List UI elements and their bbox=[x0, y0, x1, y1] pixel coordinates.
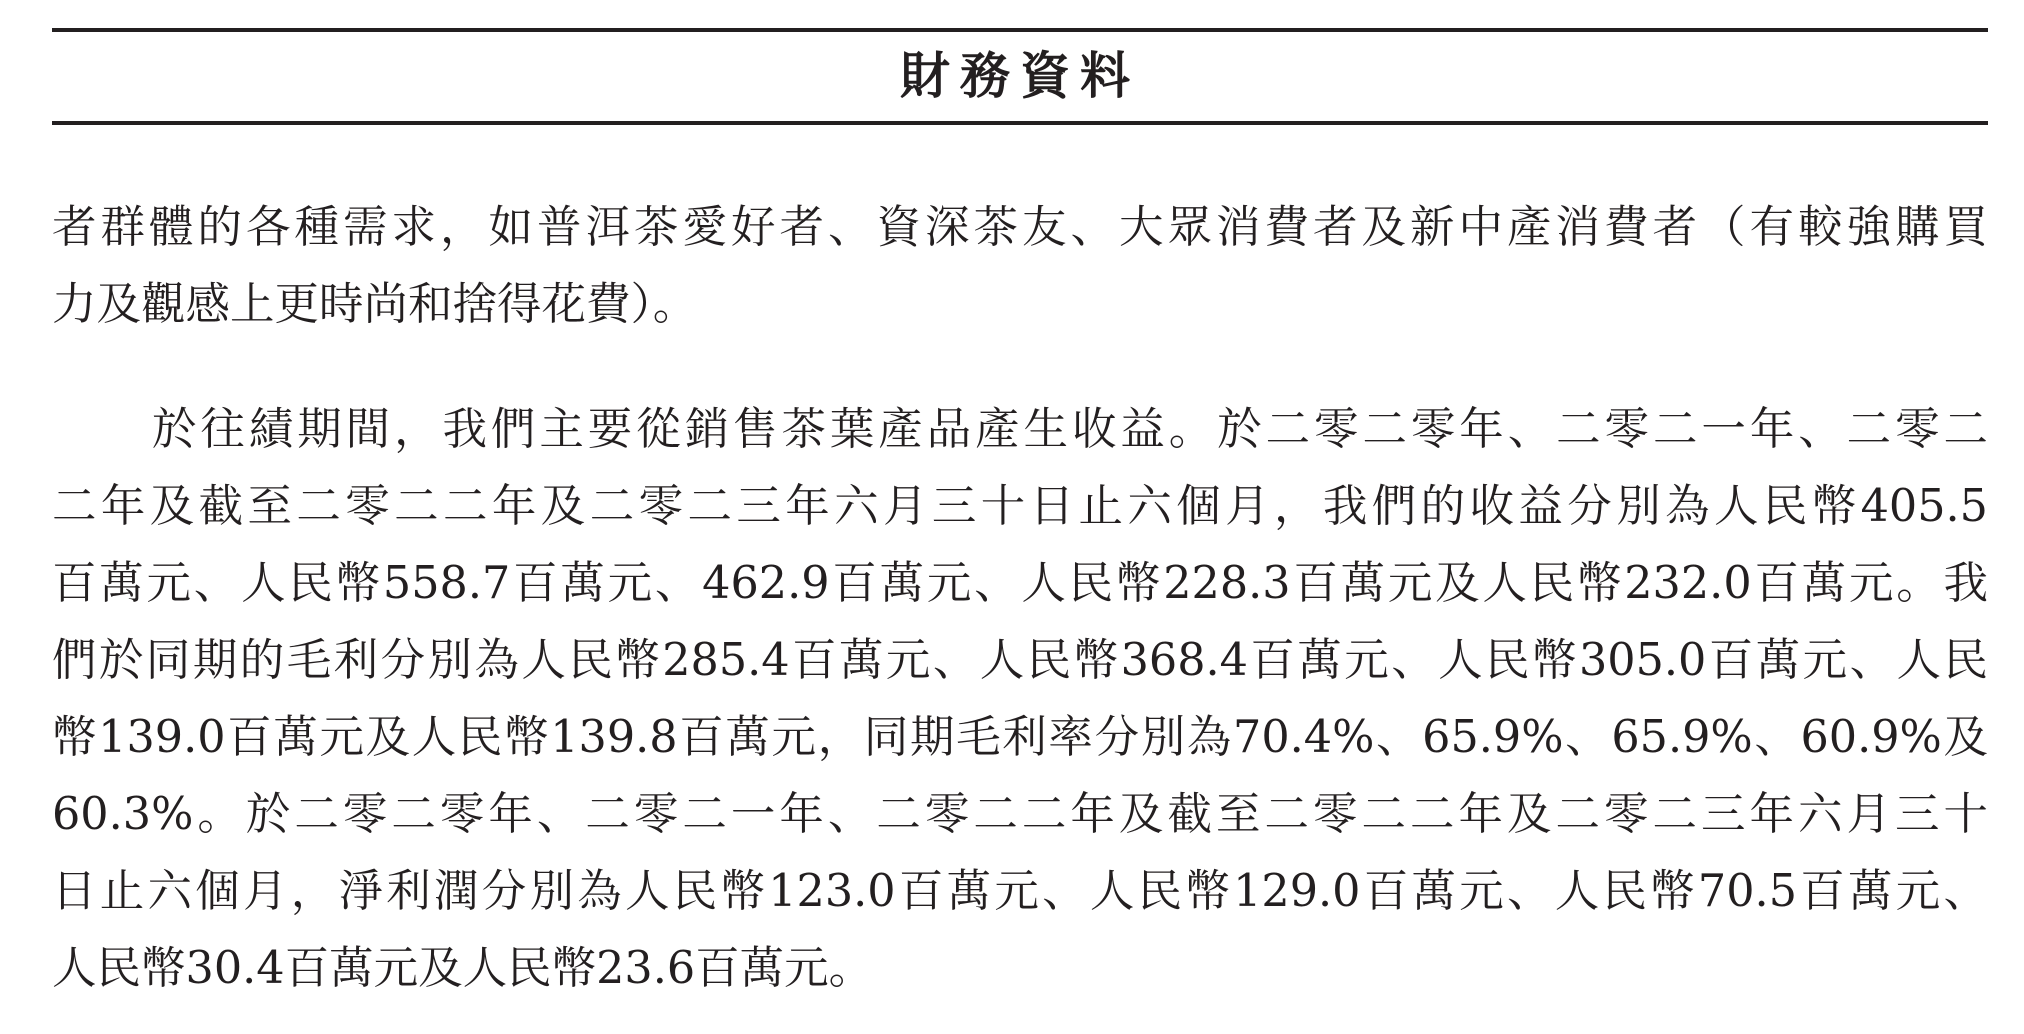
paragraph-line: 於往績期間，我們主要從銷售茶葉產品產生收益。於二零二零年、二零二一年、二零二 bbox=[152, 404, 1988, 455]
header-bottom-rule bbox=[52, 121, 1988, 125]
paragraph-line: 60.3%。於二零二零年、二零二一年、二零二二年及截至二零二二年及二零二三年六月三十 bbox=[52, 789, 1988, 840]
paragraph-line: 者群體的各種需求，如普洱茶愛好者、資深茶友、大眾消費者及新中產消費者（有較強購買 bbox=[52, 202, 1988, 253]
paragraph-line: 日止六個月，淨利潤分別為人民幣123.0百萬元、人民幣129.0百萬元、人民幣70.5百萬元、 bbox=[52, 866, 1988, 917]
paragraph-line: 力及觀感上更時尚和捨得花費）。 bbox=[52, 279, 698, 330]
paragraph-line: 們於同期的毛利分別為人民幣285.4百萬元、人民幣368.4百萬元、人民幣305.0百萬元、人民 bbox=[52, 635, 1988, 686]
header-top-rule bbox=[52, 28, 1988, 32]
section-title: 財務資料 bbox=[900, 46, 1140, 105]
paragraph-line: 二年及截至二零二二年及二零二三年六月三十日止六個月，我們的收益分別為人民幣405.5 bbox=[52, 481, 1988, 532]
paragraph-line: 人民幣30.4百萬元及人民幣23.6百萬元。 bbox=[52, 943, 874, 994]
paragraph-line: 幣139.0百萬元及人民幣139.8百萬元，同期毛利率分別為70.4%、65.9%、65.9%、60.9%及 bbox=[52, 712, 1988, 763]
paragraph-line: 百萬元、人民幣558.7百萬元、462.9百萬元、人民幣228.3百萬元及人民幣232.0百萬元。我 bbox=[52, 558, 1988, 609]
